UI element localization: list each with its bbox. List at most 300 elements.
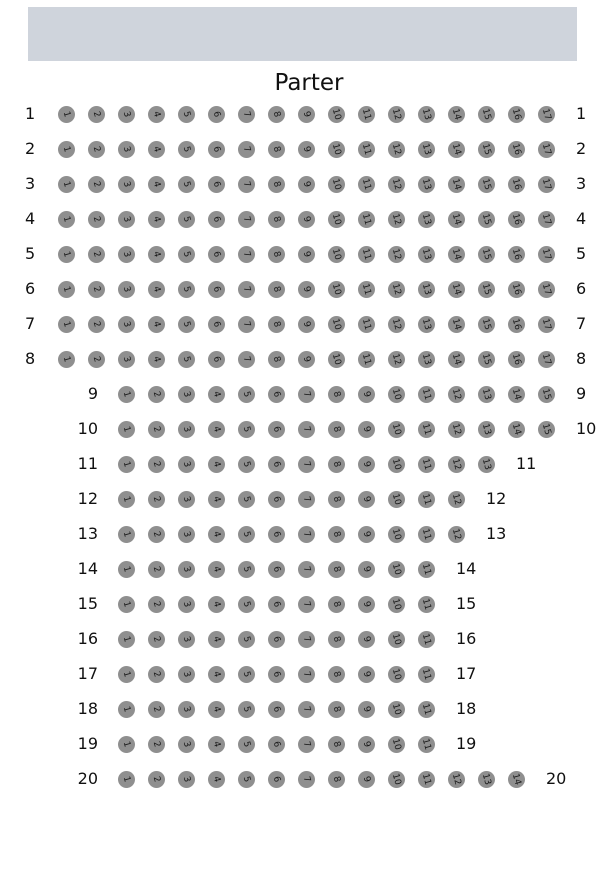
seat-row-14-2[interactable] [148,561,165,578]
seat-row-17-9[interactable] [358,666,375,683]
seat-row-19-1[interactable] [118,736,135,753]
seat-row-13-1[interactable] [118,526,135,543]
seat-row-5-2[interactable] [88,246,105,263]
seat-row-12-8[interactable] [328,491,345,508]
seat-number: 12 [390,282,403,296]
seat-row-15-6[interactable] [268,596,285,613]
seat-number: 5 [240,564,253,573]
seat-row-5-6[interactable] [208,246,225,263]
seat-row-18-9[interactable] [358,701,375,718]
seat-row-4-12[interactable] [388,211,405,228]
seat-row-6-5[interactable] [178,281,195,298]
seat-row-20-4[interactable] [208,771,225,788]
seat-row-8-4[interactable] [148,351,165,368]
seat-row-2-4[interactable] [148,141,165,158]
seat-row-13-10[interactable] [388,526,405,543]
seat-number: 11 [420,772,433,786]
seat-row-16-5[interactable] [238,631,255,648]
seat-row-11-10[interactable] [388,456,405,473]
seat-row-8-5[interactable] [178,351,195,368]
seat-row-1-17[interactable] [538,106,555,123]
seat-row-8-15[interactable] [478,351,495,368]
seat-row-11-12[interactable] [448,456,465,473]
seat-row-8-11[interactable] [358,351,375,368]
seat-row-20-14[interactable] [508,771,525,788]
seat-row-19-11[interactable] [418,736,435,753]
seat-row-1-16[interactable] [508,106,525,123]
seat-row-16-1[interactable] [118,631,135,648]
seat-row-17-4[interactable] [208,666,225,683]
seat-row-5-11[interactable] [358,246,375,263]
seat-row-3-3[interactable] [118,176,135,193]
seat-row-9-2[interactable] [148,386,165,403]
seat-row-12-1[interactable] [118,491,135,508]
seat-row-6-4[interactable] [148,281,165,298]
seat-row-14-10[interactable] [388,561,405,578]
seat-row-19-3[interactable] [178,736,195,753]
seat-row-8-1[interactable] [58,351,75,368]
seat-row-2-13[interactable] [418,141,435,158]
seat-row-17-5[interactable] [238,666,255,683]
seat-row-9-6[interactable] [268,386,285,403]
seat-row-9-3[interactable] [178,386,195,403]
seat-row-2-9[interactable] [298,141,315,158]
seat-row-16-8[interactable] [328,631,345,648]
seat-row-7-13[interactable] [418,316,435,333]
seat-row-5-16[interactable] [508,246,525,263]
seat-number: 17 [540,177,553,191]
seat-row-12-12[interactable] [448,491,465,508]
seat-row-6-11[interactable] [358,281,375,298]
seat-row-2-11[interactable] [358,141,375,158]
seat-row-15-1[interactable] [118,596,135,613]
seat-row-3-7[interactable] [238,176,255,193]
seat-row-1-4[interactable] [148,106,165,123]
seat-row-14-1[interactable] [118,561,135,578]
seat-row-1-14[interactable] [448,106,465,123]
seat-row-14-9[interactable] [358,561,375,578]
seat-row-4-13[interactable] [418,211,435,228]
seat-row-8-2[interactable] [88,351,105,368]
seat-row-3-13[interactable] [418,176,435,193]
seat-row-10-7[interactable] [298,421,315,438]
seat-row-11-4[interactable] [208,456,225,473]
seat-row-4-11[interactable] [358,211,375,228]
seat-row-8-14[interactable] [448,351,465,368]
seat-row-4-14[interactable] [448,211,465,228]
seat-row-14-11[interactable] [418,561,435,578]
seat-row-3-8[interactable] [268,176,285,193]
seat-row-12-7[interactable] [298,491,315,508]
seat-row-17-3[interactable] [178,666,195,683]
seat-number: 8 [330,459,343,468]
seat-row-17-8[interactable] [328,666,345,683]
seat-row-1-13[interactable] [418,106,435,123]
seat-row-2-15[interactable] [478,141,495,158]
seat-row-3-11[interactable] [358,176,375,193]
seat-row-9-7[interactable] [298,386,315,403]
seat-row-20-7[interactable] [298,771,315,788]
seat-row-2-16[interactable] [508,141,525,158]
seat-row-2-2[interactable] [88,141,105,158]
seat-row-13-4[interactable] [208,526,225,543]
seat-row-20-8[interactable] [328,771,345,788]
seat-row-18-8[interactable] [328,701,345,718]
seat-row-4-5[interactable] [178,211,195,228]
seat-row-3-15[interactable] [478,176,495,193]
seat-row-6-1[interactable] [58,281,75,298]
seat-number: 7 [300,494,313,503]
seat-row-4-16[interactable] [508,211,525,228]
seat-row-3-17[interactable] [538,176,555,193]
seat-row-2-7[interactable] [238,141,255,158]
seat-row-12-4[interactable] [208,491,225,508]
seat-row-6-2[interactable] [88,281,105,298]
seat-row-4-3[interactable] [118,211,135,228]
seat-row-13-7[interactable] [298,526,315,543]
seat-row-15-5[interactable] [238,596,255,613]
seat-row-5-12[interactable] [388,246,405,263]
seat-row-15-11[interactable] [418,596,435,613]
seat-number: 8 [330,529,343,538]
seat-row-13-9[interactable] [358,526,375,543]
seat-row-7-1[interactable] [58,316,75,333]
seat-row-7-3[interactable] [118,316,135,333]
seat-row-14-6[interactable] [268,561,285,578]
seat-row-5-1[interactable] [58,246,75,263]
seat-row-9-15[interactable] [538,386,555,403]
seat-row-12-11[interactable] [418,491,435,508]
seat-row-19-7[interactable] [298,736,315,753]
seat-row-12-9[interactable] [358,491,375,508]
seat-row-20-6[interactable] [268,771,285,788]
seat-row-14-8[interactable] [328,561,345,578]
seat-row-5-14[interactable] [448,246,465,263]
seat-row-9-4[interactable] [208,386,225,403]
seat-row-12-2[interactable] [148,491,165,508]
seat-row-9-11[interactable] [418,386,435,403]
seat-row-4-7[interactable] [238,211,255,228]
seat-row-5-15[interactable] [478,246,495,263]
seat-row-7-6[interactable] [208,316,225,333]
seat-row-1-11[interactable] [358,106,375,123]
seat-row-1-10[interactable] [328,106,345,123]
seat-row-11-5[interactable] [238,456,255,473]
seat-row-6-13[interactable] [418,281,435,298]
seat-row-9-13[interactable] [478,386,495,403]
seat-row-2-10[interactable] [328,141,345,158]
seat-row-5-17[interactable] [538,246,555,263]
seat-row-16-2[interactable] [148,631,165,648]
seat-row-15-4[interactable] [208,596,225,613]
seat-row-5-13[interactable] [418,246,435,263]
seat-row-1-9[interactable] [298,106,315,123]
seat-row-13-12[interactable] [448,526,465,543]
seat-row-17-11[interactable] [418,666,435,683]
seat-row-10-14[interactable] [508,421,525,438]
seat-row-17-6[interactable] [268,666,285,683]
seat-row-7-17[interactable] [538,316,555,333]
seat-row-17-10[interactable] [388,666,405,683]
seat-row-5-10[interactable] [328,246,345,263]
seat-row-20-9[interactable] [358,771,375,788]
seat-number: 8 [330,774,343,783]
seat-row-18-4[interactable] [208,701,225,718]
seat-row-2-12[interactable] [388,141,405,158]
seat-row-2-5[interactable] [178,141,195,158]
seat-row-1-12[interactable] [388,106,405,123]
seat-row-19-4[interactable] [208,736,225,753]
seat-row-19-8[interactable] [328,736,345,753]
seat-row-15-9[interactable] [358,596,375,613]
seat-row-18-5[interactable] [238,701,255,718]
seat-row-6-7[interactable] [238,281,255,298]
seat-row-4-6[interactable] [208,211,225,228]
seat-row-5-3[interactable] [118,246,135,263]
seat-row-9-10[interactable] [388,386,405,403]
seat-row-1-7[interactable] [238,106,255,123]
seat-row-18-10[interactable] [388,701,405,718]
seat-row-7-7[interactable] [238,316,255,333]
seat-row-20-10[interactable] [388,771,405,788]
seat-row-13-5[interactable] [238,526,255,543]
seat-row-8-10[interactable] [328,351,345,368]
seat-row-11-3[interactable] [178,456,195,473]
seat-row-20-1[interactable] [118,771,135,788]
seat-row-4-1[interactable] [58,211,75,228]
seat-row-1-15[interactable] [478,106,495,123]
seat-row-11-2[interactable] [148,456,165,473]
seat-row-16-7[interactable] [298,631,315,648]
seat-row-3-12[interactable] [388,176,405,193]
seat-row-2-14[interactable] [448,141,465,158]
seat-row-6-17[interactable] [538,281,555,298]
seat-row-19-2[interactable] [148,736,165,753]
seat-row-13-2[interactable] [148,526,165,543]
seat-row-13-8[interactable] [328,526,345,543]
seat-row-10-3[interactable] [178,421,195,438]
seat-row-9-5[interactable] [238,386,255,403]
seat-row-6-8[interactable] [268,281,285,298]
seat-row-3-14[interactable] [448,176,465,193]
seat-row-8-13[interactable] [418,351,435,368]
seat-row-1-3[interactable] [118,106,135,123]
seat-row-7-8[interactable] [268,316,285,333]
seat-row-11-13[interactable] [478,456,495,473]
seat-row-8-12[interactable] [388,351,405,368]
seat-row-8-3[interactable] [118,351,135,368]
seat-row-9-12[interactable] [448,386,465,403]
seat-row-6-12[interactable] [388,281,405,298]
row-label-left: 11 [77,454,98,473]
seat-row-4-4[interactable] [148,211,165,228]
seat-row-7-9[interactable] [298,316,315,333]
seat-row-10-2[interactable] [148,421,165,438]
seat-row-8-6[interactable] [208,351,225,368]
seat-row-15-3[interactable] [178,596,195,613]
seat-row-17-1[interactable] [118,666,135,683]
seat-row-12-10[interactable] [388,491,405,508]
seat-row-5-5[interactable] [178,246,195,263]
seat-row-11-7[interactable] [298,456,315,473]
seat-row-19-10[interactable] [388,736,405,753]
seat-row-11-9[interactable] [358,456,375,473]
seat-row-7-10[interactable] [328,316,345,333]
seat-row-7-4[interactable] [148,316,165,333]
seat-row-15-7[interactable] [298,596,315,613]
seat-row-5-4[interactable] [148,246,165,263]
seat-row-18-2[interactable] [148,701,165,718]
seat-row-10-1[interactable] [118,421,135,438]
seat-row-15-10[interactable] [388,596,405,613]
seat-row-13-6[interactable] [268,526,285,543]
seat-row-3-16[interactable] [508,176,525,193]
seat-row-3-4[interactable] [148,176,165,193]
seat-number: 12 [450,772,463,786]
seat-row-6-15[interactable] [478,281,495,298]
seat-row-20-12[interactable] [448,771,465,788]
seat-row-12-3[interactable] [178,491,195,508]
seat-row-10-10[interactable] [388,421,405,438]
seat-row-4-10[interactable] [328,211,345,228]
seat-row-18-3[interactable] [178,701,195,718]
seat-row-2-8[interactable] [268,141,285,158]
seat-row-15-8[interactable] [328,596,345,613]
seat-row-1-1[interactable] [58,106,75,123]
seat-row-9-9[interactable] [358,386,375,403]
seat-row-2-1[interactable] [58,141,75,158]
seat-row-3-2[interactable] [88,176,105,193]
seat-row-11-8[interactable] [328,456,345,473]
seat-row-6-14[interactable] [448,281,465,298]
seat-row-15-2[interactable] [148,596,165,613]
seat-row-10-5[interactable] [238,421,255,438]
seat-row-13-11[interactable] [418,526,435,543]
seat-row-19-9[interactable] [358,736,375,753]
seat-row-8-17[interactable] [538,351,555,368]
seat-row-9-14[interactable] [508,386,525,403]
seat-row-6-9[interactable] [298,281,315,298]
seat-row-10-12[interactable] [448,421,465,438]
seat-row-1-2[interactable] [88,106,105,123]
seat-row-3-1[interactable] [58,176,75,193]
seat-row-11-6[interactable] [268,456,285,473]
seat-row-2-17[interactable] [538,141,555,158]
seat-row-19-5[interactable] [238,736,255,753]
seat-row-5-9[interactable] [298,246,315,263]
seat-row-19-6[interactable] [268,736,285,753]
seat-row-20-11[interactable] [418,771,435,788]
seat-row-6-6[interactable] [208,281,225,298]
seat-row-7-12[interactable] [388,316,405,333]
seat-row-10-15[interactable] [538,421,555,438]
seat-row-8-9[interactable] [298,351,315,368]
seat-row-12-6[interactable] [268,491,285,508]
seat-row-7-5[interactable] [178,316,195,333]
seat-row-10-11[interactable] [418,421,435,438]
seat-row-2-3[interactable] [118,141,135,158]
seat-row-17-2[interactable] [148,666,165,683]
seat-row-10-8[interactable] [328,421,345,438]
seat-row-20-13[interactable] [478,771,495,788]
seat-row-6-10[interactable] [328,281,345,298]
seat-row-1-5[interactable] [178,106,195,123]
seat-row-14-3[interactable] [178,561,195,578]
seat-row-16-4[interactable] [208,631,225,648]
seat-row-1-6[interactable] [208,106,225,123]
seat-row-6-16[interactable] [508,281,525,298]
seat-row-8-16[interactable] [508,351,525,368]
seat-row-7-14[interactable] [448,316,465,333]
seat-row-4-2[interactable] [88,211,105,228]
seat-row-18-6[interactable] [268,701,285,718]
seat-row-7-11[interactable] [358,316,375,333]
seat-row-13-3[interactable] [178,526,195,543]
seat-row-3-5[interactable] [178,176,195,193]
seat-row-16-3[interactable] [178,631,195,648]
seat-row-4-17[interactable] [538,211,555,228]
seat-row-6-3[interactable] [118,281,135,298]
seat-row-18-11[interactable] [418,701,435,718]
seat-row-11-11[interactable] [418,456,435,473]
seat-row-3-10[interactable] [328,176,345,193]
seat-row-8-7[interactable] [238,351,255,368]
seat-row-3-6[interactable] [208,176,225,193]
seat-number: 9 [360,459,373,468]
seat-row-7-15[interactable] [478,316,495,333]
seat-row-14-7[interactable] [298,561,315,578]
seat-row-8-8[interactable] [268,351,285,368]
seat-number: 13 [480,772,493,786]
seat-row-7-2[interactable] [88,316,105,333]
seat-row-7-16[interactable] [508,316,525,333]
seat-row-9-1[interactable] [118,386,135,403]
seat-row-16-11[interactable] [418,631,435,648]
seat-row-4-15[interactable] [478,211,495,228]
seat-row-20-5[interactable] [238,771,255,788]
seat-row-10-4[interactable] [208,421,225,438]
seat-row-20-2[interactable] [148,771,165,788]
seat-row-4-9[interactable] [298,211,315,228]
seat-row-2-6[interactable] [208,141,225,158]
seat-row-9-8[interactable] [328,386,345,403]
seat-row-3-9[interactable] [298,176,315,193]
seat-number: 10 [390,457,403,471]
seat-number: 15 [480,282,493,296]
seat-row-16-6[interactable] [268,631,285,648]
seat-row-18-1[interactable] [118,701,135,718]
seat-row-10-13[interactable] [478,421,495,438]
seat-number: 10 [390,667,403,681]
seat-row-10-6[interactable] [268,421,285,438]
seat-row-18-7[interactable] [298,701,315,718]
seat-row-5-8[interactable] [268,246,285,263]
seat-row-14-5[interactable] [238,561,255,578]
seat-row-14-4[interactable] [208,561,225,578]
seat-number: 5 [180,354,193,363]
seat-row-11-1[interactable] [118,456,135,473]
seat-row-10-9[interactable] [358,421,375,438]
seat-row-12-5[interactable] [238,491,255,508]
seat-row-20-3[interactable] [178,771,195,788]
seat-row-1-8[interactable] [268,106,285,123]
seat-row-16-9[interactable] [358,631,375,648]
seat-row-4-8[interactable] [268,211,285,228]
seat-number: 3 [180,494,193,503]
seat-row-17-7[interactable] [298,666,315,683]
seat-row-5-7[interactable] [238,246,255,263]
seat-row-16-10[interactable] [388,631,405,648]
